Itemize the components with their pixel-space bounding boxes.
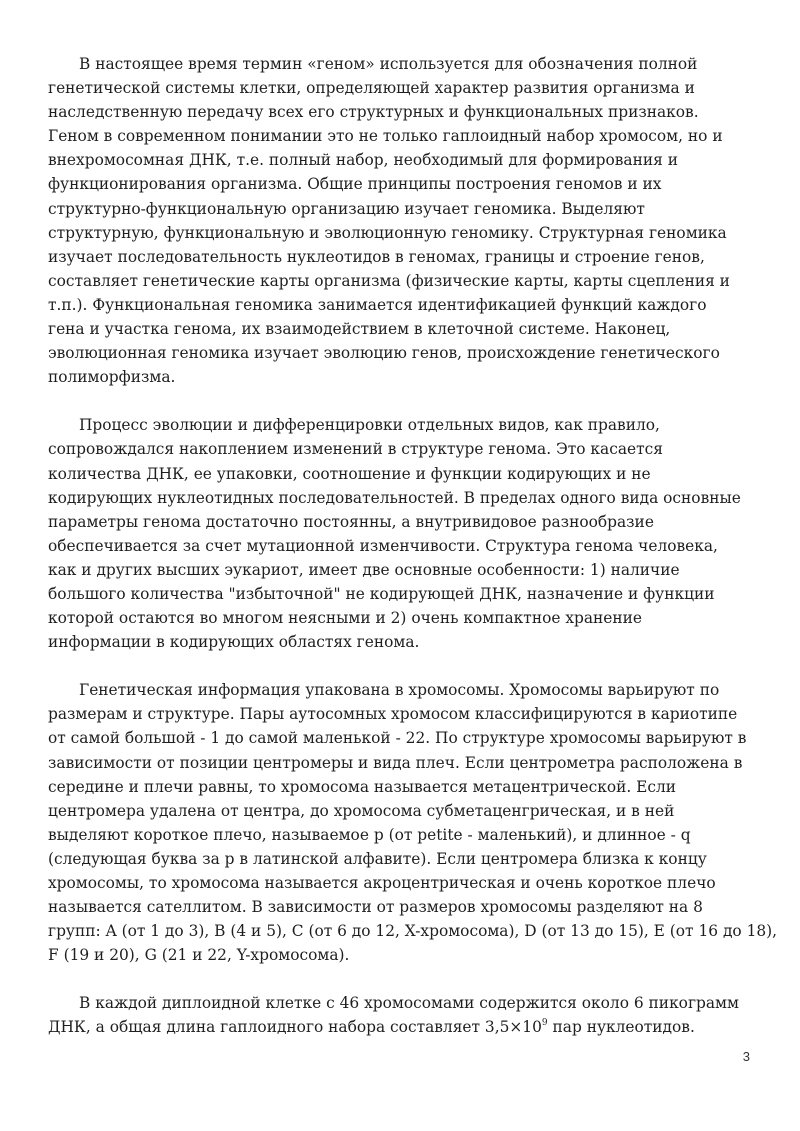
text-line: информации в кодирующих областях генома. (48, 633, 420, 652)
text-fragment: ДНК, а общая длина гаплоидного набора составляет 3,5×10 (48, 1018, 542, 1037)
text-line: структурно-функциональную организацию изучает геномика. Выделяют (48, 199, 645, 218)
text-fragment: пар нуклеотидов. (547, 1018, 695, 1037)
text-line: F (19 и 20), G (21 и 22, Y-хромосома). (48, 946, 350, 965)
text-line: структурную, функциональную и эволюционную геномику. Структурная геномика (48, 223, 727, 242)
text-line: полиморфизма. (48, 368, 176, 387)
text-line: как и других высших эукариот, имеет две основные особенности: 1) наличие (48, 560, 680, 579)
text-line: Процесс эволюции и дифференцировки отдельных видов, как правило, (79, 416, 660, 435)
text-line: количества ДНК, ее упаковки, соотношение и функции кодирующих и не (48, 464, 651, 483)
text-line: от самой большой - 1 до самой маленькой - 22. По структуре хромосомы варьируют в (48, 729, 747, 748)
text-line: функционирования организма. Общие принципы построения геномов и их (48, 175, 662, 194)
text-line: которой остаются во многом неясными и 2) очень компактное хранение (48, 609, 643, 628)
text-line: размерам и структуре. Пары аутосомных хромосом классифицируются в кариотипе (48, 705, 738, 724)
text-line: выделяют короткое плечо, называемое p (от petite - маленький), и длинное - q (48, 825, 691, 844)
text-line: В настоящее время термин «геном» используется для обозначения полной (79, 55, 698, 73)
text-line: Генетическая информация упакована в хромосомы. Хромосомы варьируют по (79, 681, 720, 700)
text-line: групп: A (от 1 до 3), B (4 и 5), C (от 6 до 12, X-хромосома), D (от 13 до 15), E (от 16 до 18), (48, 922, 778, 941)
document-page (48, 52, 778, 1064)
paragraph-chromosomes (48, 678, 778, 967)
text-line: хромосомы, то хромосома называется акроцентрическая и очень короткое плечо (48, 874, 716, 892)
paragraph-dna-amount (48, 991, 754, 1039)
text-line: сопровождался накоплением изменений в структуре генома. Это касается (48, 440, 663, 459)
text-line: называется сателлитом. В зависимости от размеров хромосомы разделяют на 8 (48, 898, 703, 917)
text-line: внехромосомная ДНК, т.е. полный набор, необходимый для формирования и (48, 151, 678, 170)
superscript-exponent: 9 (541, 1018, 548, 1029)
text-line: В каждой диплоидной клетке с 46 хромосомами содержится около 6 пикограмм (79, 994, 739, 1013)
text-line: зависимости от позиции центромеры и вида плеч. Если центрометра расположена в (48, 753, 743, 772)
text-line: кодирующих нуклеотидных последовательностей. В пределах одного вида основные (48, 488, 741, 507)
paragraph-genome-definition (48, 52, 754, 389)
text-line: т.п.). Функциональная геномика занимается идентификацией функций каждого (48, 295, 707, 314)
text-line: составляет генетические карты организма (физические карты, карты сцепления и (48, 271, 730, 290)
text-line: генетической системы клетки, определяющей характер развития организма и (48, 79, 695, 98)
text-line: наследственную передачу всех его структурных и функциональных признаков. (48, 103, 699, 122)
text-line: (следующая буква за p в латинской алфавите). Если центромера близка к концу (48, 849, 707, 868)
text-line: большого количества "избыточной" не кодирующей ДНК, назначение и функции (48, 584, 715, 603)
text-line: изучает последовательность нуклеотидов в геномах, границы и строение генов, (48, 247, 705, 266)
paragraph-genome-evolution (48, 413, 754, 654)
text-line: середине и плечи равны, то хромосома называется метацентрической. Если (48, 777, 677, 796)
text-line: Геном в современном понимании это не только гаплоидный набор хромосом, но и (48, 127, 723, 146)
text-line: эволюционная геномика изучает эволюцию генов, происхождение генетического (48, 344, 720, 363)
text-line: центромера удалена от центра, до хромосома субметаценгрическая, и в ней (48, 801, 675, 820)
text-line: параметры генома достаточно постоянны, а внутривидовое разнообразие (48, 512, 654, 531)
page-number: 3 (742, 1049, 750, 1064)
text-line (48, 1015, 754, 1039)
text-line: гена и участка генома, их взаимодействием в клеточной системе. Наконец, (48, 320, 671, 339)
text-line: обеспечивается за счет мутационной изменчивости. Структура генома человека, (48, 536, 718, 555)
